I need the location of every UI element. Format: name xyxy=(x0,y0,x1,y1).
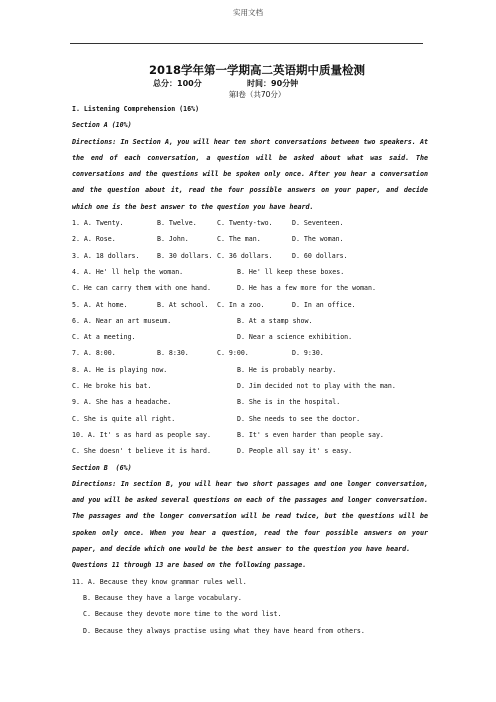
question-row xyxy=(72,297,428,313)
header-label: 实用文档 xyxy=(233,8,263,17)
header-divider xyxy=(70,43,423,44)
question-row xyxy=(72,378,428,394)
answer-option: D. People all say it' s easy. xyxy=(237,447,353,456)
section-b-directions: Directions: In section B, you will hear two short passages and one longer conversation, and you will be asked several questions on each of the passages and longer conversation. The passages and the longer conversation will be read twice, but the questions will be spoken only once. When you hear a question, read the four possible answers on your paper, and decide which one would be the best answer to the question you have heard. xyxy=(72,479,428,554)
page-header xyxy=(0,0,496,50)
answer-option: D. Seventeen. xyxy=(292,219,344,228)
section-a-heading: Section A (10%) xyxy=(72,121,132,130)
question-row xyxy=(72,280,428,296)
answer-option: 7. A. 8:00. xyxy=(72,349,116,358)
answer-option: B. It' s even harder than people say. xyxy=(237,430,384,439)
answer-option: C. He can carry them with one hand. xyxy=(72,284,211,293)
exam-meta xyxy=(72,78,428,89)
answer-option: D. In an office. xyxy=(292,300,356,309)
answer-option: C. In a zoo. xyxy=(217,300,265,309)
answer-option: 10. A. It' s as hard as people say. xyxy=(72,430,211,439)
question-list xyxy=(72,215,428,459)
question-row xyxy=(72,411,428,427)
answer-option: B. At a stamp show. xyxy=(237,316,313,325)
answer-option: D. 60 dollars. xyxy=(292,251,348,260)
q11-option-c: C. Because they devote more time to the word list. xyxy=(83,610,282,619)
answer-option: 4. A. He' ll help the woman. xyxy=(72,267,184,276)
answer-option: D. She needs to see the doctor. xyxy=(237,414,361,423)
answer-option: B. John. xyxy=(157,235,189,244)
question-row xyxy=(72,345,428,361)
q11-option-b: B. Because they have a large vocabulary. xyxy=(83,593,242,602)
section-b-heading: Section B (6%) xyxy=(72,463,132,472)
answer-option: D. Jim decided not to play with the man. xyxy=(237,382,396,391)
answer-option: C. 36 dollars. xyxy=(217,251,273,260)
answer-option: C. The man. xyxy=(217,235,261,244)
question-row xyxy=(72,231,428,247)
answer-option: B. She is in the hospital. xyxy=(237,398,341,407)
q11-option-d: D. Because they always practise using what they have heard from others. xyxy=(83,626,365,635)
question-row xyxy=(72,248,428,264)
question-row xyxy=(72,329,428,345)
question-row xyxy=(72,264,428,280)
exam-title: 2018学年第一学期高二英语期中质量检测 xyxy=(148,63,365,77)
answer-option: B. Twelve. xyxy=(157,219,197,228)
answer-option: B. He' ll keep these boxes. xyxy=(237,267,345,276)
question-row xyxy=(72,313,428,329)
answer-option: 9. A. She has a headache. xyxy=(72,398,172,407)
answer-option: B. He is probably nearby. xyxy=(237,365,337,374)
time-limit: 时间：90分钟 xyxy=(247,79,299,88)
exam-body xyxy=(72,62,428,639)
answer-option: 5. A. At home. xyxy=(72,300,128,309)
q11-option-a: 11. A. Because they know grammar rules well. xyxy=(72,577,247,586)
section-heading: I. Listening Comprehension (16%) xyxy=(72,105,200,113)
answer-option: C. 9:00. xyxy=(217,349,249,358)
answer-option: D. 9:30. xyxy=(292,349,324,358)
answer-option: 6. A. Near an art museum. xyxy=(72,316,172,325)
volume-label: 第Ⅰ卷（共70分） xyxy=(228,90,286,99)
answer-option: C. Twenty-two. xyxy=(217,219,273,228)
answer-option: D. He has a few more for the woman. xyxy=(237,284,376,293)
answer-option: 8. A. He is playing now. xyxy=(72,365,168,374)
question-row xyxy=(72,362,428,378)
answer-option: C. She is quite all right. xyxy=(72,414,176,423)
question-row xyxy=(72,443,428,459)
answer-option: B. 30 dollars. xyxy=(157,251,213,260)
section-b-instruction: Questions 11 through 13 are based on the following passage. xyxy=(72,561,307,570)
answer-option: D. Near a science exhibition. xyxy=(237,333,353,342)
question-row xyxy=(72,394,428,410)
answer-option: B. 8:30. xyxy=(157,349,189,358)
answer-option: 3. A. 18 dollars. xyxy=(72,251,140,260)
question-row xyxy=(72,215,428,231)
total-score: 总分：100分 xyxy=(153,79,202,88)
answer-option: C. She doesn' t believe it is hard. xyxy=(72,447,211,456)
answer-option: D. The woman. xyxy=(292,235,344,244)
answer-option: 1. A. Twenty. xyxy=(72,219,124,228)
answer-option: C. At a meeting. xyxy=(72,333,136,342)
question-row xyxy=(72,427,428,443)
answer-option: C. He broke his bat. xyxy=(72,382,152,391)
answer-option: 2. A. Rose. xyxy=(72,235,116,244)
section-a-directions: Directions: In Section A, you will hear ten short conversations between two speakers. At the end of each conversation, a question will be asked about what was said. The conversations and the questions will be spoken only once. After you hear a conversation and the question about it, read the four possible answers on your paper, and decide which one is the best answer to the question you have heard. xyxy=(72,137,428,211)
answer-option: B. At school. xyxy=(157,300,209,309)
